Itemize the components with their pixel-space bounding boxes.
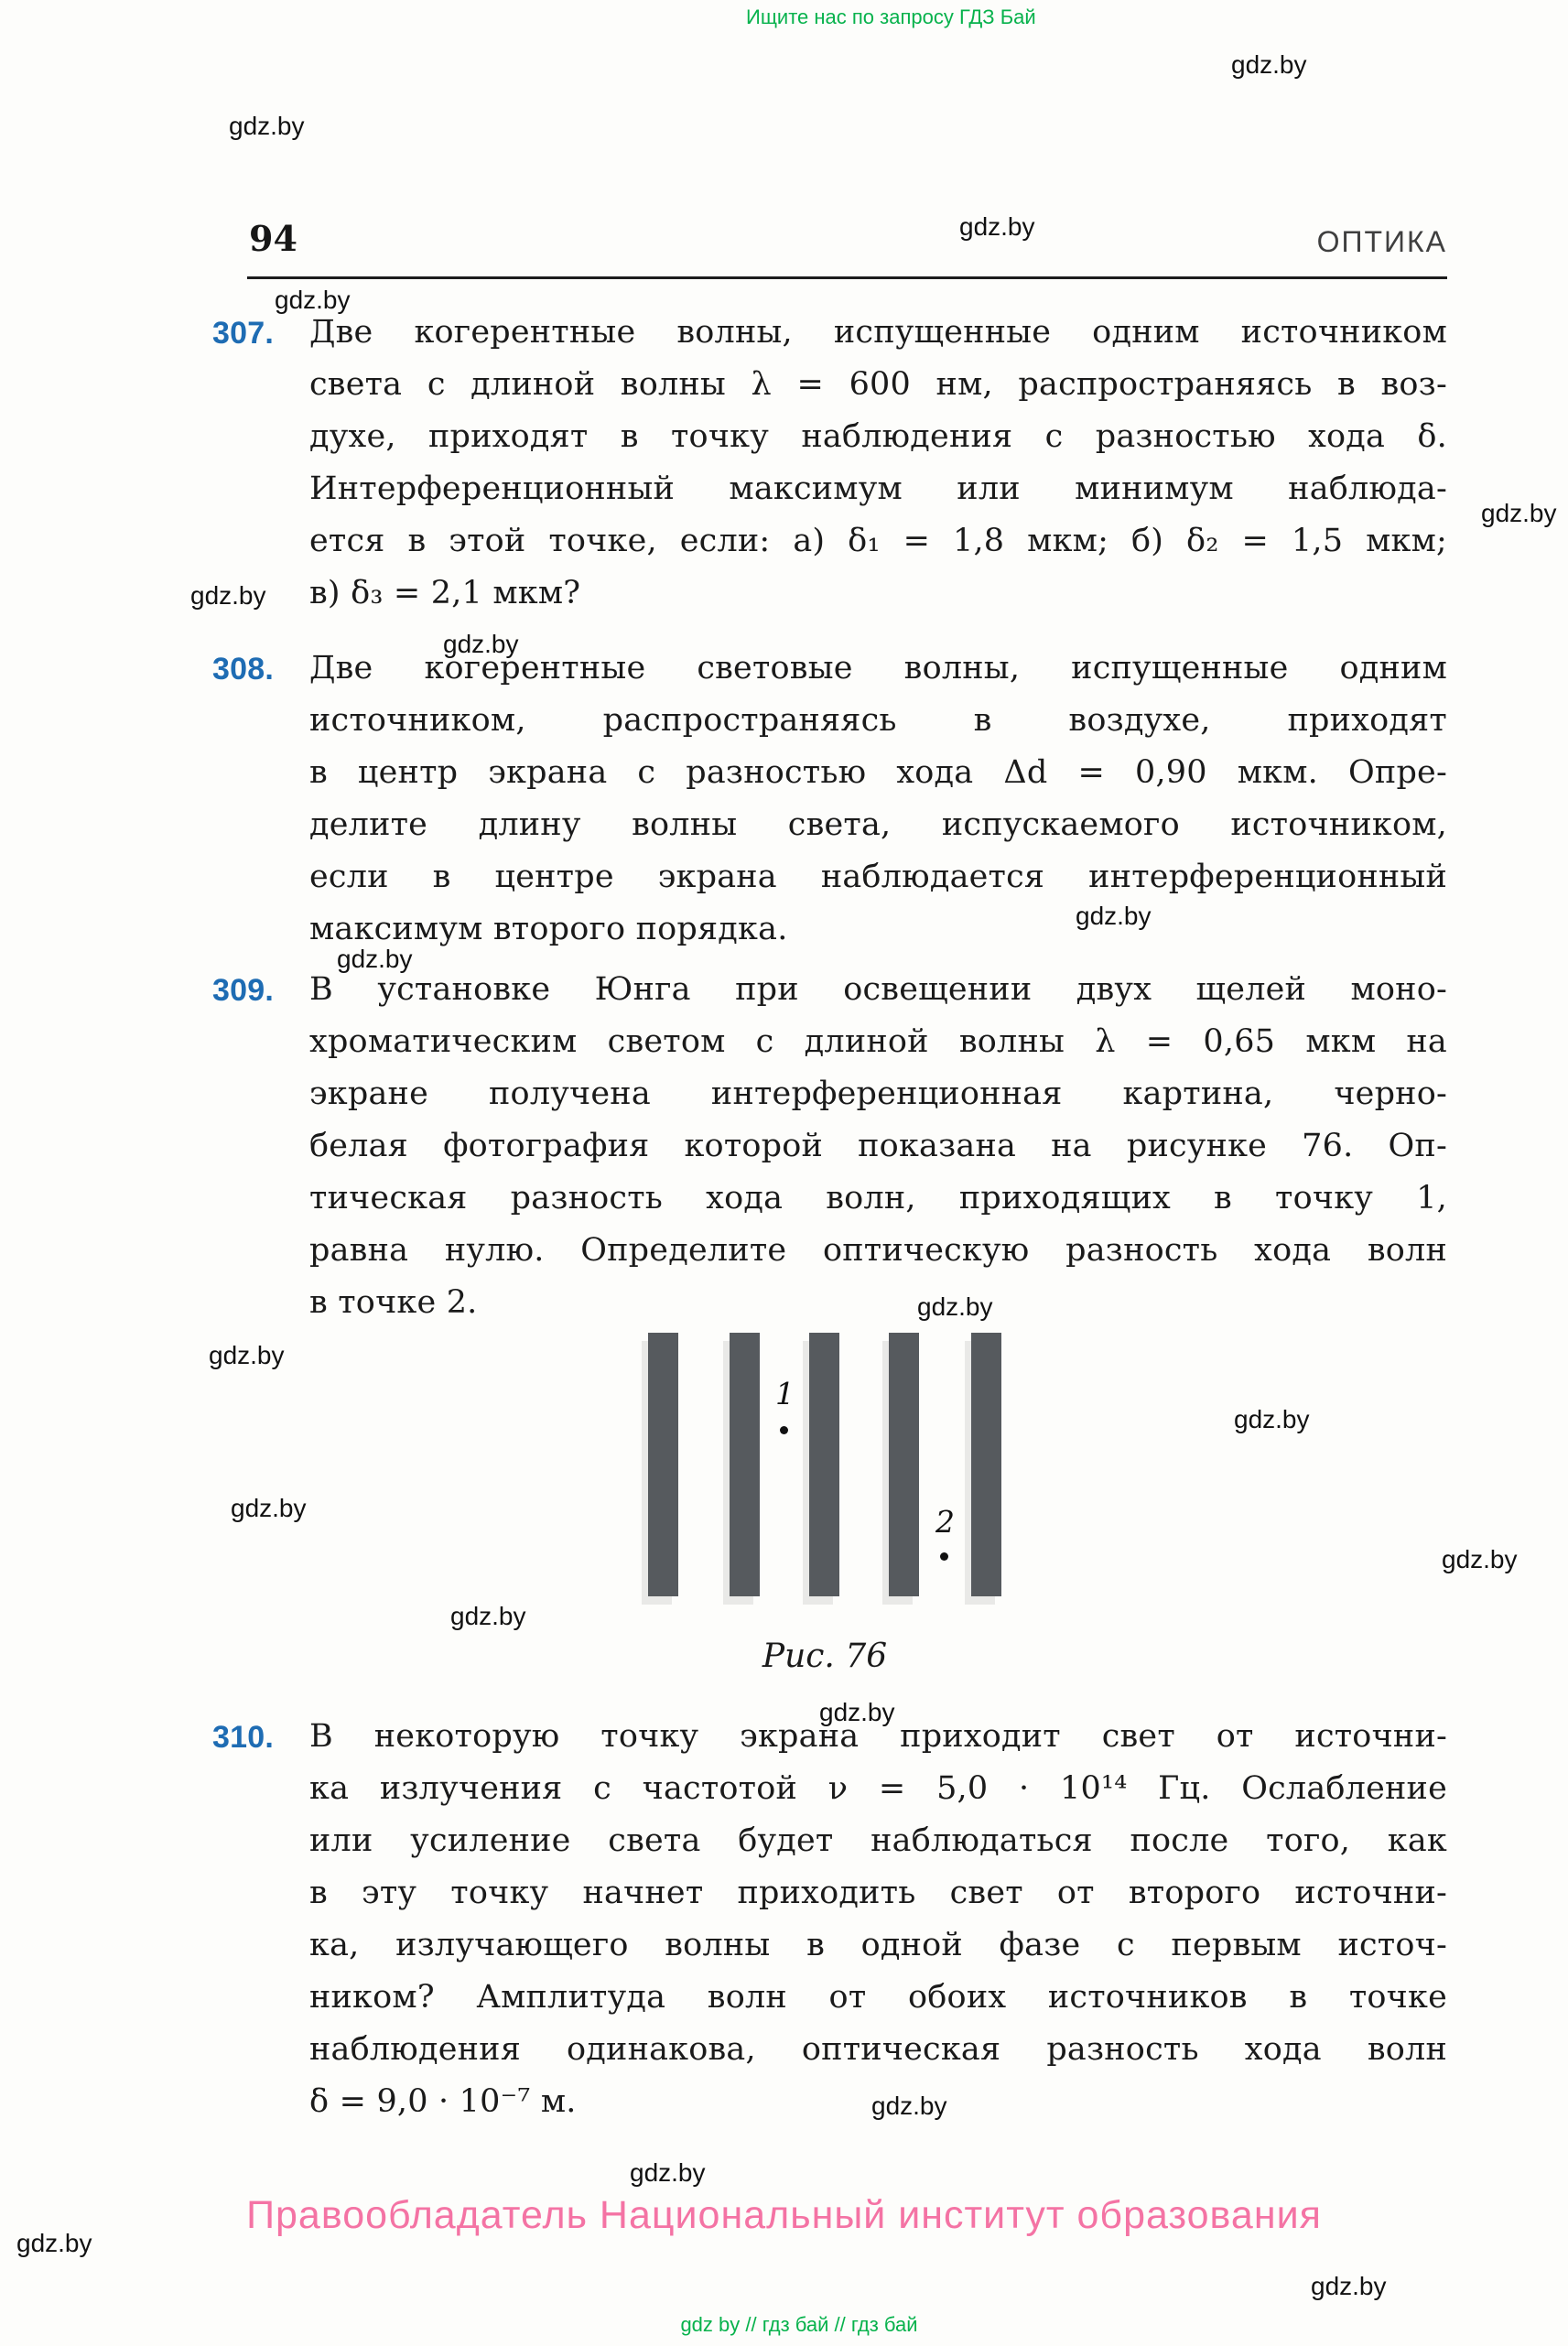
watermark: gdz.by (443, 630, 519, 658)
problem-number: 310. (212, 1720, 274, 1755)
watermark: gdz.by (1481, 499, 1557, 527)
text-line: Две когерентные волны, испущенные одним источником (309, 314, 1447, 351)
watermark: gdz.by (1442, 1545, 1518, 1573)
text-line: ка, излучающего волны в одной фазе с первым источ- (309, 1927, 1447, 1963)
text-line: равна нулю. Определите оптическую разность хода волн (309, 1232, 1447, 1269)
text-line: в точке 2. (309, 1284, 478, 1321)
point-2-dot (940, 1552, 948, 1561)
watermark: gdz.by (190, 581, 266, 610)
text-line: если в центре экрана наблюдается интерференционный (309, 859, 1447, 895)
watermark: gdz.by (16, 2229, 92, 2257)
problem-number: 309. (212, 973, 274, 1008)
problem-text (309, 964, 1447, 1329)
text-line: ется в этой точке, если: а) δ₁ = 1,8 мкм; б) δ₂ = 1,5 мкм; (309, 523, 1447, 559)
watermark: gdz.by (209, 1341, 285, 1369)
watermark: gdz.by (1231, 50, 1307, 79)
point-1-dot (780, 1426, 788, 1434)
text-line: или усиление света будет наблюдаться после того, как (309, 1822, 1447, 1859)
text-line: Интерференционный максимум или минимум наблюда- (309, 470, 1447, 507)
text-line: в) δ₃ = 2,1 мкм? (309, 575, 581, 611)
fringe-bar (648, 1333, 678, 1596)
search-hint-banner: Ищите нас по запросу ГДЗ Бай (746, 5, 1036, 28)
fringe-bar (730, 1333, 760, 1596)
problem-308 (212, 643, 1447, 956)
interference-pattern-figure (648, 1333, 1001, 1598)
problem-text (309, 307, 1447, 620)
header-rule (247, 276, 1447, 279)
footer-links[interactable]: gdz by // гдз бай // гдз бай (680, 2313, 918, 2336)
text-line: δ = 9,0 · 10⁻⁷ м. (309, 2083, 577, 2120)
point-1-label: 1 (775, 1376, 795, 1411)
watermark: gdz.by (630, 2158, 706, 2187)
page-number: 94 (249, 218, 297, 259)
point-2-label: 2 (935, 1504, 955, 1540)
watermark: gdz.by (819, 1698, 895, 1726)
fringe-bar (889, 1333, 919, 1596)
text-line: ка излучения с частотой ν = 5,0 · 10¹⁴ Гц. Ослабление (309, 1770, 1447, 1807)
watermark: gdz.by (1234, 1405, 1310, 1433)
problem-number: 308. (212, 652, 274, 687)
watermark: gdz.by (871, 2092, 947, 2120)
text-line: максимум второго порядка. (309, 911, 788, 947)
fringe-bar (971, 1333, 1001, 1596)
watermark: gdz.by (1076, 902, 1152, 930)
watermark: gdz.by (450, 1602, 526, 1630)
fringe-bar (809, 1333, 839, 1596)
text-line: В установке Юнга при освещении двух щелей моно- (309, 971, 1447, 1008)
watermark: gdz.by (917, 1292, 993, 1321)
figure-caption: Рис. 76 (762, 1638, 888, 1675)
watermark: gdz.by (229, 112, 305, 140)
text-line: в центр экрана с разностью хода Δd = 0,90 мкм. Опре- (309, 754, 1447, 791)
watermark: gdz.by (959, 212, 1035, 241)
problem-text (309, 643, 1447, 956)
watermark: gdz.by (1311, 2272, 1387, 2300)
watermark: gdz.by (231, 1494, 307, 1522)
text-line: хроматическим светом с длиной волны λ = 0,65 мкм на (309, 1023, 1447, 1060)
text-line: белая фотография которой показана на рисунке 76. Оп- (309, 1128, 1447, 1164)
problem-309 (212, 964, 1447, 1329)
problem-text (309, 1711, 1447, 2128)
text-line: света с длиной волны λ = 600 нм, распространяясь в воз- (309, 366, 1447, 403)
problem-number: 307. (212, 316, 274, 351)
section-title: ОПТИКА (1316, 225, 1447, 258)
text-line: экране получена интерференционная картина, черно- (309, 1076, 1447, 1112)
problem-310 (212, 1711, 1447, 2128)
copyright-text: Правообладатель Национальный институт образования (246, 2193, 1322, 2237)
text-line: В некоторую точку экрана приходит свет от источни- (309, 1718, 1447, 1755)
text-line: источником, распространяясь в воздухе, приходят (309, 702, 1447, 739)
text-line: Две когерентные световые волны, испущенные одним (309, 650, 1447, 687)
text-line: ником? Амплитуда волн от обоих источников в точке (309, 1979, 1447, 2016)
text-line: делите длину волны света, испускаемого источником, (309, 806, 1447, 843)
watermark: gdz.by (337, 945, 413, 973)
text-line: тическая разность хода волн, приходящих в точку 1, (309, 1180, 1447, 1216)
watermark: gdz.by (275, 286, 351, 314)
text-line: наблюдения одинакова, оптическая разность хода волн (309, 2031, 1447, 2068)
text-line: в эту точку начнет приходить свет от второго источни- (309, 1875, 1447, 1911)
text-line: духе, приходят в точку наблюдения с разностью хода δ. (309, 418, 1447, 455)
